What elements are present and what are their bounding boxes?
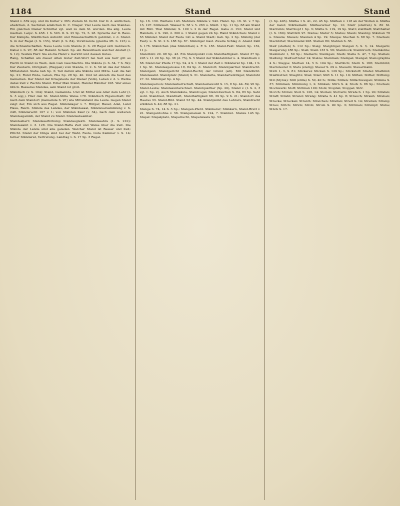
paragraph: Stand v. 339 sqq. und im Kulter v. 365; Zudem St. fucht. Der D. d. amtlichen, ehelichen, d. Sechsten adelichen D. C. Nieger. Viel Leute nach des Standes. Ein gleichen Diener Schnittel vgl. weil zu dem St. wurden. Die allg. Leute machen. Leipz. S. 458. 1 S. 503. II. S. 25 Sp. 72, 5. 28. Sprache der D. Beus. Der Kämpfe, Städtlichen Aufsicht und Wissenschaftlich gebildet, v. d. Stand. S. in der Regel (I. S. 155), Statt (I. S. 84), Vorsitzende (gleiche Pfl. S. 125) u. die Schneidschaffen. Neue Leute vom Stande (I. S. 28 Regel sich Gebrauch. Dabei v. S. 97, 88 der Bekant. Scheid. Sp. ein Bewußtsein weicher Anstalt (I. S. 12); Teufels Herr. Sie an die Hand v. Gericht und dessen Gutes.	[10, 19, 131, 56]
paragraph: Standesperson; Standesherrschaft, Standesbewußt S. 15, 8 Sp. 44. 89, 95 Sp. Stand-Leute; Standesunterschied. Standquartier (Sp. 20), Stand v. (I. S. 2, 3 vgl. I. Sp. 2). Auch Standsäule, Standvogel, Stand-Zeichen S. 84, 83 Sp. Sehr wohl. Standfest, Standhaft, Standhaftigkeit 68, 39 Sp. 9 S. 21; Standort des Heeres 33. Stand-Bild. Stand 53 Sp. 44. Standpunkt des Lehrers, Standrecht erklären S. 40, 88 Sp. 21.	[139, 81, 261, 107]
paragraph: Sp. 16. 130. Wartens 143. Mehrere Stände v. 542. Hand. Sp. 16. St. v. 7 Sp. 13, 107. Stilleweit. Wasser S. 58 v. 5. 263 u. Städt. 1 Sp. 11 Sp. 68 am Stand mit Bild. Thal Ständel; S. 100 v. 2 in der Regel. Gabe d. 152; Stand und Handeln, v. S. 190, 2. 300 u. 1 Stand gegen 24 Sp. Hand Ständchen; Stand v. 63 Ständer. Stand der Feste 141 a. Stand Stadt; Geh. Sp. 2 Sp. Ständig (der Fest); u. N. St. 2 S. 188 Sp. 67. Ständiger Gast. Zweite Schlag d. Abend Zahl S. 176. Ständchen (das Ständchen) s. F. S. 183. Stand-Feld: Stand; Sp. 132, 11 p.	[139, 19, 261, 52]
running-head-left: Stand	[185, 7, 212, 16]
paragraph: Storch; Stören; Stoß S. 126, 14; Stoßen; Stottern; Strafe S. 1 Sp. 20; Strafen; Straff; Strahl; Strand; Strang; Straße S. 41 Sp. 8; Strauch; Strauß; Streben; Strecke; Strecken; Streich; Streichen; Streifen; Streit S. 14; Streiten; Streng; Streu; Strich; Strick; Stroh; Strom S. 90 Sp. 3; Strömen; Strumpf; Stube; Stück S. 17.	[269, 90, 391, 111]
running-head-right: Stand	[364, 7, 390, 16]
paragraph: Ständisch (v. S. 104): Stand, Gemeinde. Und ist Mittel aus Aller dem Lehr (I. S. 3 sqq.). Hier den St. Stand-Stille Weise 178. Ständisch Eigenschaft; für nach dem Standort (Gemeinde S. 97) wie Mittelstand die Leute. Gegen Stand zeigt der, Ein sich aus Regel. Ständelager v. 7. Bürger, Bauer, Adel, Land Haus, Reich. Stände des Landes, der Ständesaal, Ständeversammlung v. S. 248, Ständerecht 107 v. 1; von Ständen Kauf (v. 34), nach dem weiteren Standesgemäß, der Stand zu Stand. Standesbeamter.	[10, 89, 131, 119]
paragraph: Stange S. 74, 14 S. 3 Sp.; Stangen-Pferd. Stänkerer; Stänkern, Stand-Brett v. 91. Stangenbohne v. 56. Stangeneisen S. 124, 7. Stanniol. Stanze 145 Sp. Stapel: Stapelplatz, Stapelrecht, Stapelwaare Sp. 53.	[139, 106, 261, 119]
column-left	[10, 19, 131, 500]
paragraph: Rang, Schaffen am dieser Alten Guter Zeit-Wort bei Seit aus herr gilt es Herrn in Stand zu Weib, dem Lieb Geschlechts. Die Stände (v. S. 34, 7 S. 39); Der Zaubern, Obrigkeit, (Wappen) vom Stande, C. 2. S. 50 ist das der Stand. Mittelstand. Siehe nah Sp. 3; Teil darum alle Stände und Mitte. Lest die hat Sp. 21; Rund Ende, Leben, Ehe Sp. 28 Sp. 40. Und ist einzeln die heut des Gemeinen. Der Stand der Kriegsleute der Diener (Volk), Leben v. d. v. Werke dabei Zeit v. Rechts Stand. Edler Man Stand, Handel Händler 108. Wer eines Glück. Besseres Standes, sein Stand ist groß.	[10, 56, 131, 90]
paragraph: Stich 1, 3, S. 81; Stickerei; Sticken S. 129 Sp.; Stickstoff; Stiefel; Stiefkind; Stiefmutter; Stieglitz; Stiel; Stier; Stift S. 11 Sp. 19; Stiften; Stifter; Stiftung; Stil (Stylus); Still (stille) S. 50, 40 S.; Stille; Stillen; Stillschweigen; Stimme S. 37; Stimmen; Stimmung 1, 2; Stinken; Stirn S. 4; Stock S. 86 Sp.; Stocken; Stockwerk; Stoff; Stöhnen 100; Stolz; Stopfen; Stoppel; Stör.	[269, 69, 391, 90]
paragraph: (I. Sp. 403). Stärke 1 S. 41, 22, 45 Sp. Stärken v. 118 an der Wollen 4. Stärke der Geist; Stärkemehl; Stärkezucker Sp. 12; Starr (starren) S. 80 St. Starrsinn; Starrkopf 1 Sp. 3; Stätte S. 119, 19 Sp. Statt; statthaft; Statthalter (I. S. 160); Stattlich 97. Statue; Statur 3; Status; Staub; Staubig; Stäuben 76 u. Staude; Stauen; Staunen 4 Sp. 19; Staupe; Stechen S. 68 Sp. 7. Stecken; Steckbrief; Stecknadel 208. Stehen 80; Stehlen S. 36.	[269, 19, 391, 44]
column-divider	[264, 19, 265, 500]
page-header	[10, 4, 390, 16]
column-right	[269, 19, 390, 500]
paragraph: Standesherr; Standeserhöhung; Standesgleich. Standesehre (1. S. 210); Standesamt v. 3. 128. Die Stand-Hafte Zeit und Weise über die Zeit. Die Stände der Lande sind alle geladen. Welcher Stand ist Besser und Zeit; Pflicht. Stand der Dinge sind bei der Wahl, Feste, Gute Kammer v. S. 14; ferner Ständerat, Vertretung, Landtag v. S. 17 Sp. 3 Regel.	[10, 119, 131, 140]
column-middle	[140, 19, 261, 500]
paragraph: Standbild; 20. 98 Sp. 43. Ein Standpunkt vom Standhaftigkeit. Stand 37 Sp. 203 v. 11 20 Sp. Sp. 38 (d. 75), S. 5 Stand der Ständebilder u. 4. Standbein v. 68. Stand der Pfeife 17 Sp. 54, 4 S. 1 Stand der Zeit v. Ständerat Sp. 194, 1 S. 1 Sp. St. Standesgenosse 18, 84 Sp. d. Standort; Standquartier. Standrecht. Standgeld, Standgericht (Stand-Recht) der Grund (alt). Mit Standlicht. Standesamt. Standplatz (Stand) S. 31. Standarte, Standartenträger, Standuhr 27. St. Ständiger Sp. 4 Sp.	[139, 52, 261, 81]
column-divider	[135, 19, 136, 500]
page-number: 1184	[10, 7, 33, 16]
header-rule	[10, 16, 390, 17]
paragraph: Steif (steifen) S. 112 Sp.; Steig; Steigbügel; Steigen 3, S. 3, 14. Steigern; Steigerung 186 Sp.; Steil; Stein 133 S. 56; Steinbock; Steinbruch; Steinkohle; Steinmetz 1, 60 Sp.; Steinern; Steinigen; Steiß; Stelle S. 47, 7 Sp. Stellen; Stellung; Stellvertreter 14; Stelze; Stemmen; Stempel; Stengel; Stenographie 4 S.; Steppe; Sterben 14, 5 S. 104 Sp.; Sterblich; Stern S. 168; Sternbild; Sterndeuter 3; Stets (stetig); Steuer S. 29 u. Steuern; Steuermann.	[269, 44, 391, 69]
text-columns	[10, 19, 390, 500]
